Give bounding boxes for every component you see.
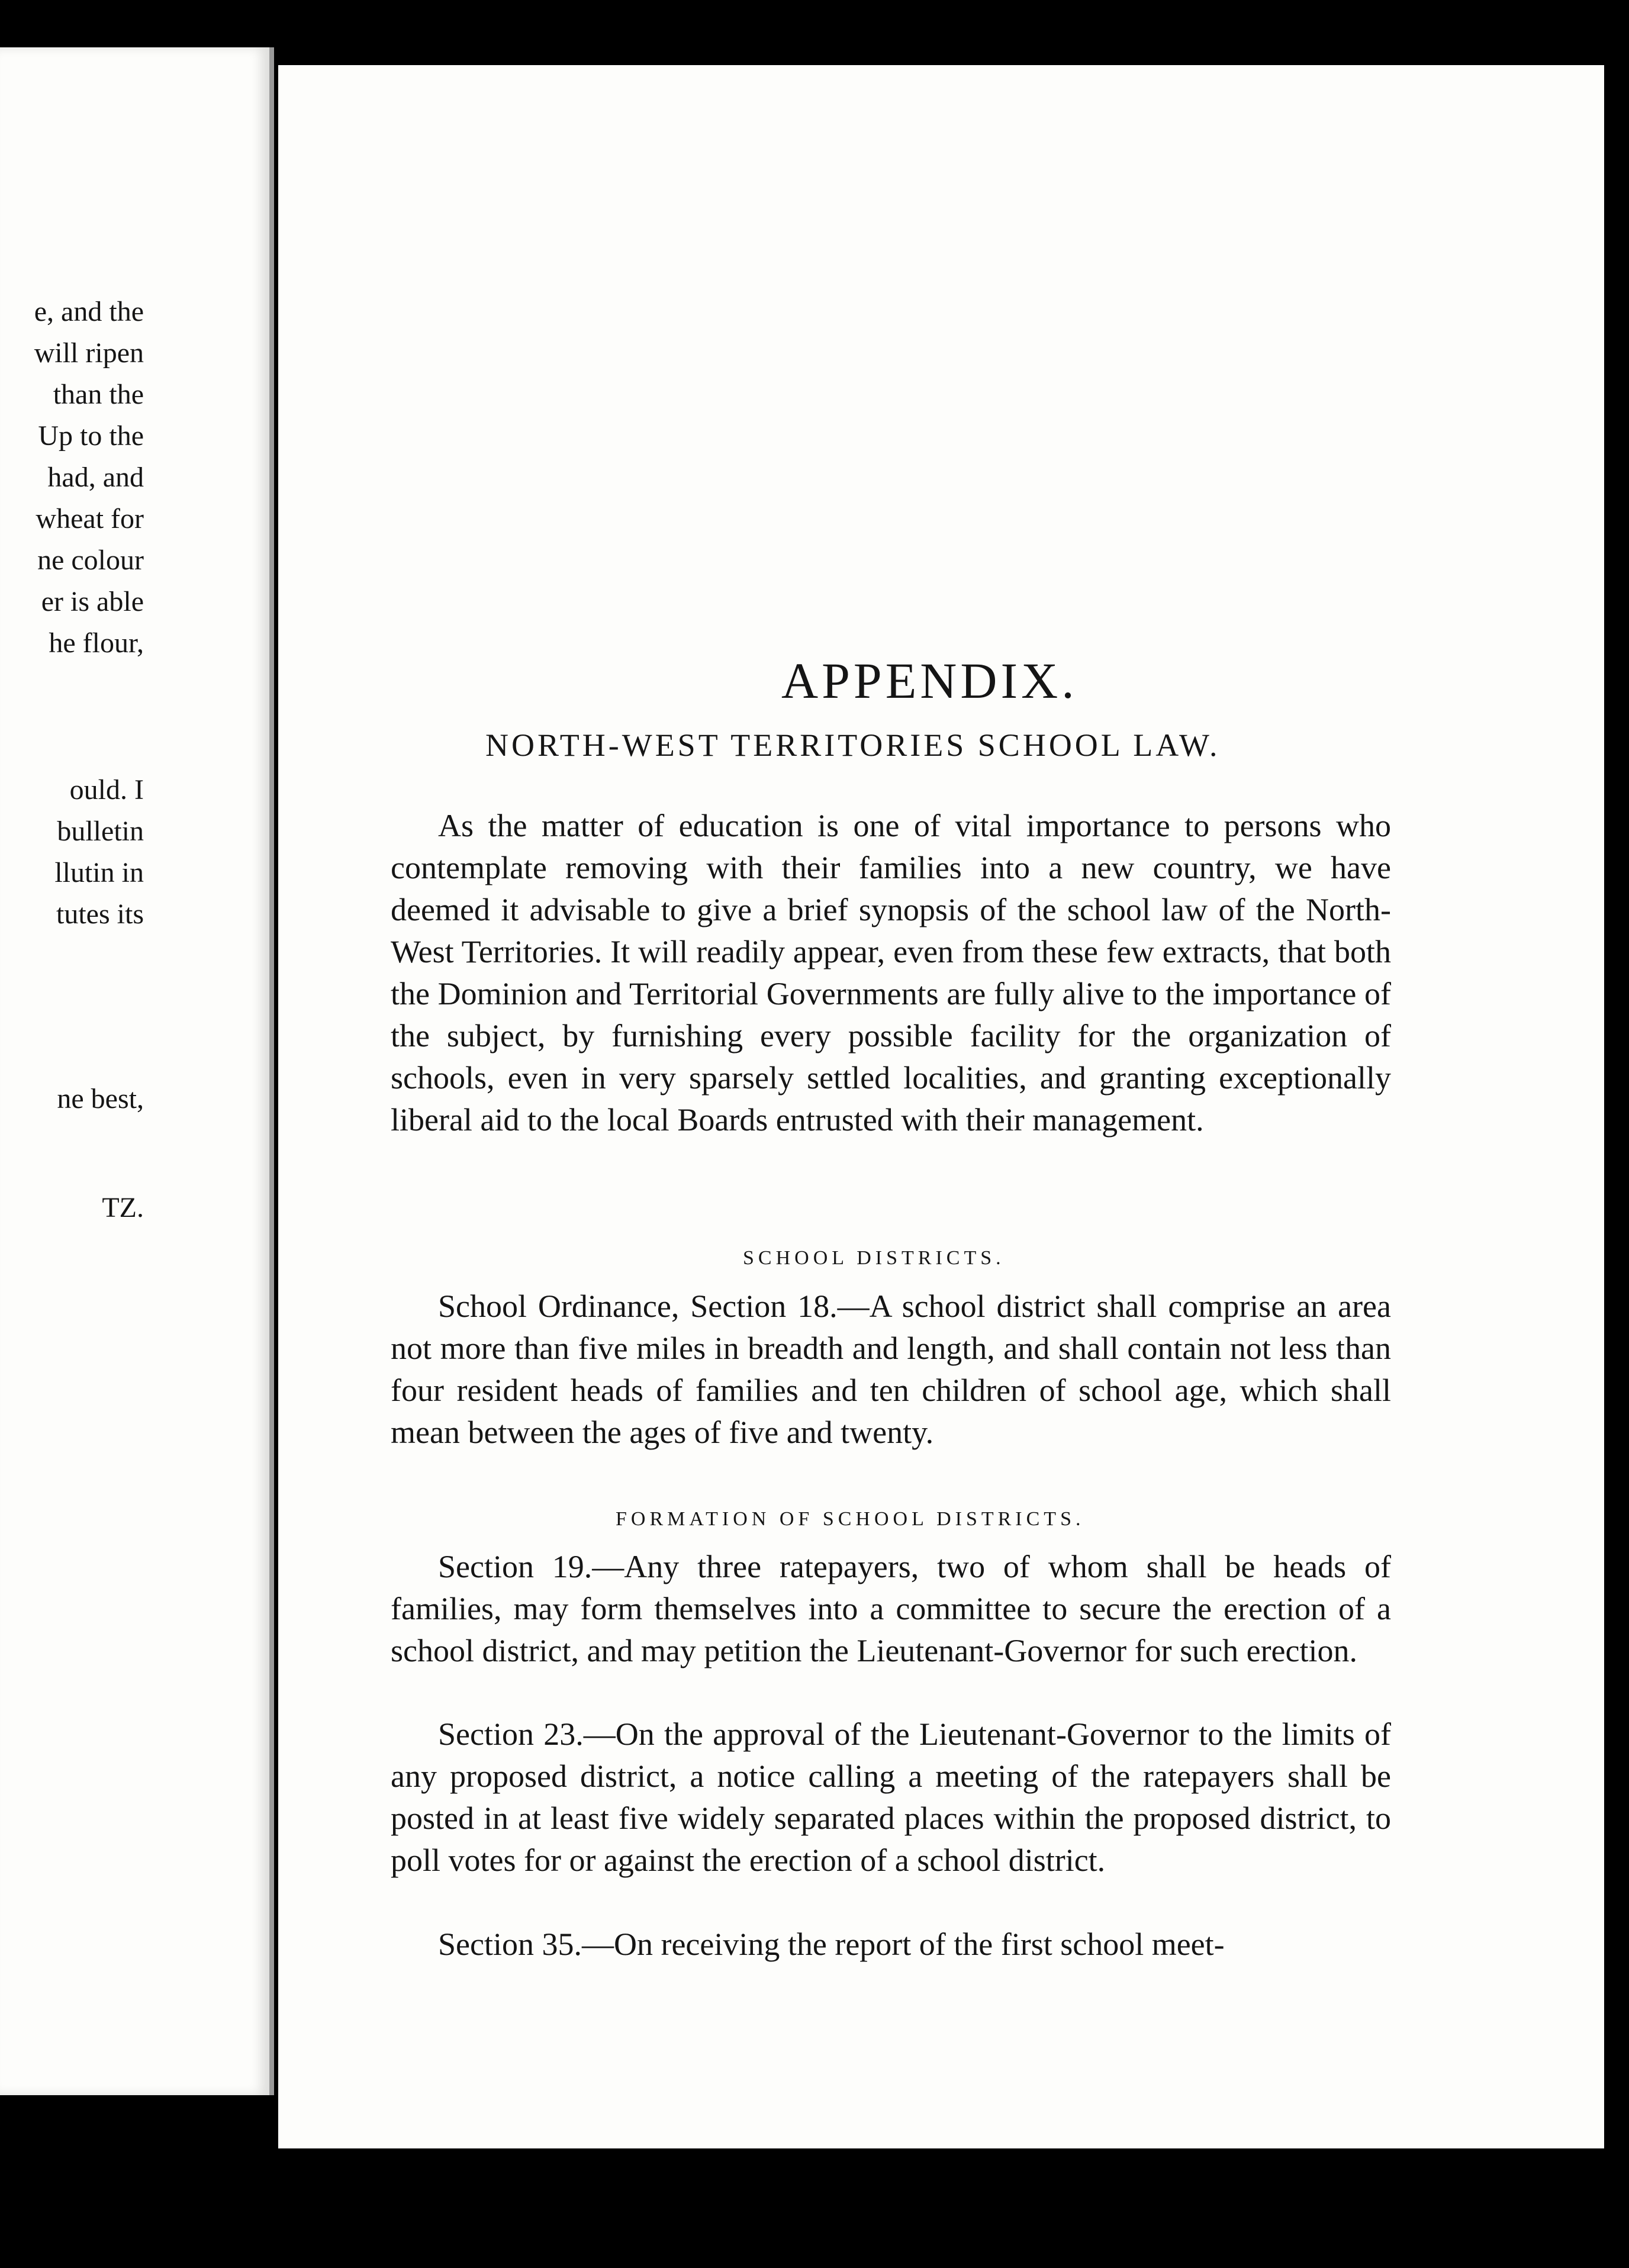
left-page-line: TZ.	[102, 1192, 144, 1223]
page-subtitle: NORTH-WEST TERRITORIES SCHOOL LAW.	[485, 727, 1221, 763]
left-page	[0, 47, 274, 2095]
left-page-line: bulletin	[57, 816, 144, 847]
left-page-line: llutin in	[54, 857, 144, 888]
left-page-line: ne best,	[57, 1083, 144, 1114]
left-page-line: than the	[53, 379, 144, 410]
section-19-paragraph: Section 19.—Any three ratepayers, two of whom shall be heads of families, may form themselves into a committee to secure the erection of a school district, and may petition the Lieutenant-Governor for such erection.	[391, 1549, 1391, 1668]
left-page-line: e, and the	[34, 296, 144, 327]
left-page-line: er is able	[41, 586, 144, 617]
left-page-line: tutes its	[56, 898, 144, 930]
left-page-line: he flour,	[49, 627, 144, 659]
left-page-line: will ripen	[34, 337, 144, 369]
left-page-line: wheat for	[36, 503, 144, 534]
section-23-paragraph: Section 23.—On the approval of the Lieutenant-Governor to the limits of any proposed district, a notice calling a meeting of the ratepayers shall be posted in at least five widely separated places within the proposed district, to poll votes for or against the erection of a school district.	[391, 1716, 1391, 1878]
section-35-paragraph: Section 35.—On receiving the report of the first school meet-	[438, 1926, 1225, 1962]
left-page-line: Up to the	[38, 420, 144, 452]
section-18-paragraph: School Ordinance, Section 18.—A school district shall comprise an area not more than five miles in breadth and length, and shall contain not less than four resident heads of families and ten children of school age, which shall mean between the ages of five and twenty.	[391, 1288, 1391, 1450]
left-page-line: ne colour	[37, 545, 144, 576]
left-page-line: ould. I	[69, 774, 144, 806]
intro-paragraph: As the matter of education is one of vital importance to persons who contemplate removing with their families into a new country, we have deemed it advisable to give a brief synopsis of the school law of the North-West Territories. It will readily appear, even from these few extracts, that both the Dominion and Territorial Governments are fully alive to the importance of the subject, by furnishing every possible facility for the organization of schools, even in very sparsely settled localities, and granting exceptionally liberal aid to the local Boards entrusted with their management.	[391, 808, 1391, 1138]
section-heading-formation: FORMATION OF SCHOOL DISTRICTS.	[616, 1508, 1085, 1530]
left-page-line: had, and	[47, 462, 144, 493]
page-title: APPENDIX.	[781, 652, 1078, 709]
section-heading-school-districts: SCHOOL DISTRICTS.	[743, 1247, 1005, 1269]
